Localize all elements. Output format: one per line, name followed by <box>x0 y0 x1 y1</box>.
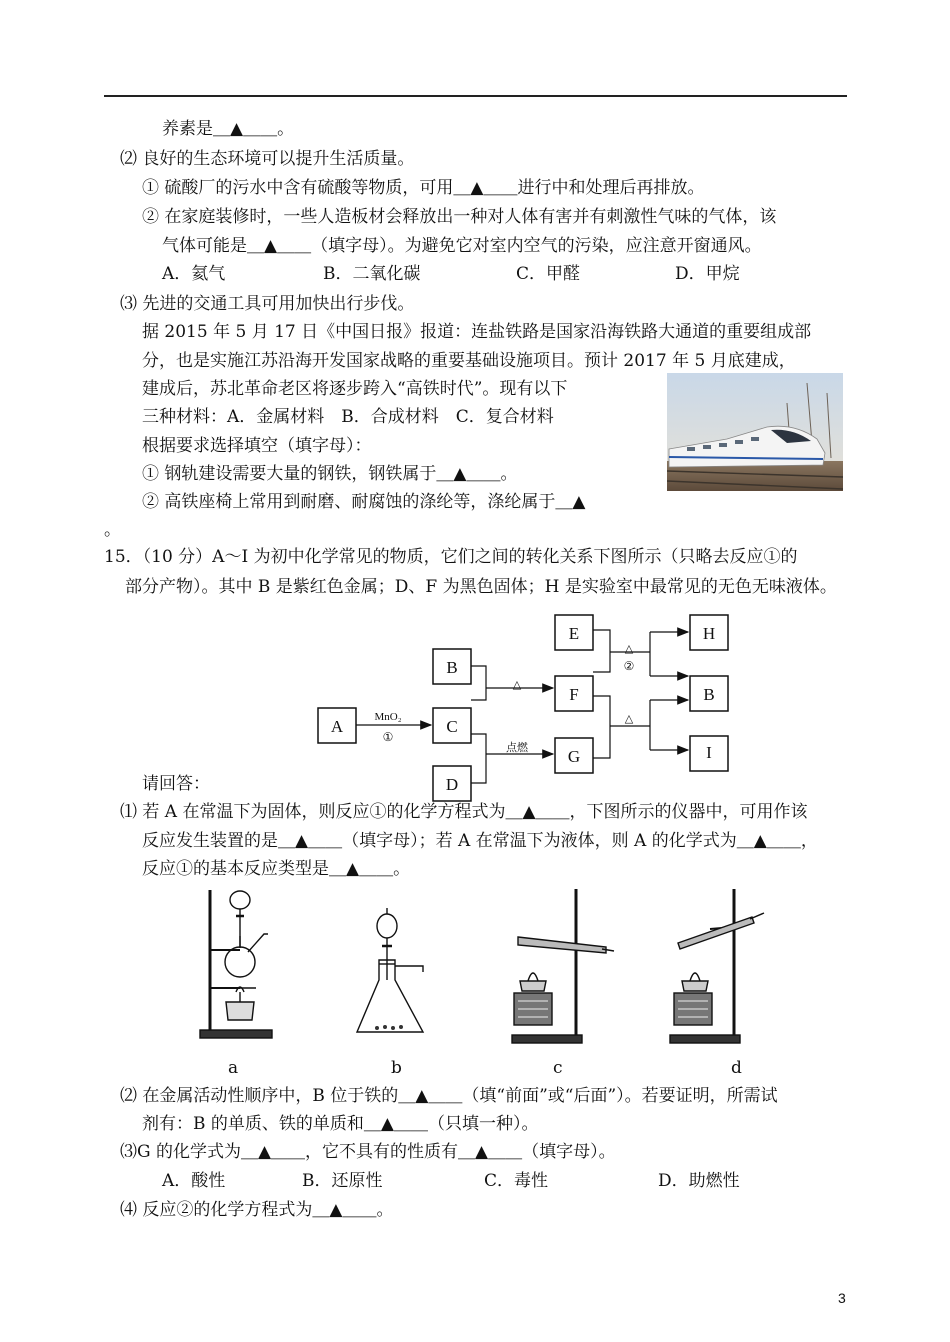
text-line: 气体可能是＿▲＿＿（填字母）。为避免它对室内空气的污染，应注意开窗通风。 <box>162 236 762 256</box>
text-line: ① 钢轨建设需要大量的钢铁，钢铁属于＿▲＿＿。 <box>142 464 518 484</box>
apparatus-d <box>664 885 774 1045</box>
option: D．助燃性 <box>658 1171 740 1191</box>
option: C．毒性 <box>484 1171 549 1191</box>
heat-symbol: △ <box>512 679 522 691</box>
label-B: B <box>446 658 458 677</box>
option: C．甲醛 <box>516 264 581 284</box>
text-line: 反应发生装置的是＿▲＿＿（填字母）；若 A 在常温下为液体，则 A 的化学式为＿▲＿＿， <box>142 831 818 851</box>
text-line: ② 在家庭装修时，一些人造板材会释放出一种对人体有害并有刺激性气味的气体，该 <box>142 207 777 227</box>
label-E: E <box>568 624 580 643</box>
text-line: 请回答： <box>142 774 210 794</box>
page-number: 3 <box>838 1290 846 1306</box>
option: B．还原性 <box>302 1171 383 1191</box>
apparatus-label: b <box>391 1058 402 1078</box>
apparatus-label: c <box>553 1058 563 1078</box>
label-A: A <box>330 717 344 736</box>
text-line: 反应①的基本反应类型是＿▲＿＿。 <box>142 859 411 879</box>
label-B2: B <box>703 685 715 704</box>
apparatus-a <box>196 880 276 1040</box>
reaction-2-label: ② <box>623 659 635 673</box>
apparatus-b <box>355 900 435 1040</box>
apparatus-c <box>506 885 616 1045</box>
text-line: ② 高铁座椅上常用到耐磨、耐腐蚀的涤纶等，涤纶属于＿▲ <box>142 492 586 512</box>
text-line: ⑶ 先进的交通工具可用加快出行步伐。 <box>120 294 415 314</box>
text-line: 根据要求选择填空（填字母）： <box>142 436 372 456</box>
question-15: 15．（10 分）A～I 为初中化学常见的物质，它们之间的转化关系下图所示（只略去反应①的 <box>104 547 798 567</box>
heat-symbol: △ <box>624 643 634 655</box>
text-line: ⑶G 的化学式为＿▲＿＿，它不具有的性质有＿▲＿＿（填字母）。 <box>120 1142 616 1162</box>
label-F: F <box>569 685 579 704</box>
text-line: ⑷ 反应②的化学方程式为＿▲＿＿。 <box>120 1200 394 1220</box>
option: B．二氧化碳 <box>323 264 421 284</box>
label-D: D <box>445 775 459 794</box>
apparatus-label: a <box>228 1058 239 1078</box>
label-I: I <box>706 743 712 762</box>
text-line: 据 2015 年 5 月 17 日《中国日报》报道：连盐铁路是国家沿海铁路大通道的重要组成部 <box>142 322 812 342</box>
reaction-diagram <box>310 608 760 804</box>
option: A．氦气 <box>162 264 226 284</box>
header-rule <box>104 95 847 97</box>
text-line: 建成后，苏北革命老区将逐步跨入“高铁时代”。现有以下 <box>142 379 568 399</box>
text-line: ⑵ 良好的生态环境可以提升生活质量。 <box>120 149 415 169</box>
label-C: C <box>446 717 458 736</box>
apparatus-label: d <box>731 1058 742 1078</box>
option: A．酸性 <box>162 1171 226 1191</box>
ignite-label: 点燃 <box>506 742 528 754</box>
heat-symbol: △ <box>624 713 634 725</box>
option: D．甲烷 <box>675 264 740 284</box>
text-line: 养素是＿▲＿＿。 <box>162 119 295 139</box>
text-line: ⑵ 在金属活动性顺序中，B 位于铁的＿▲＿＿（填“前面”或“后面”）。若要证明，所需试 <box>120 1086 778 1106</box>
label-H: H <box>702 624 716 643</box>
text-line: 剂有：B 的单质、铁的单质和＿▲＿＿（只填一种）。 <box>142 1114 539 1134</box>
text-line: 部分产物）。其中 B 是紫红色金属；D、F 为黑色固体；H 是实验室中最常见的无色无味液体。 <box>125 577 837 597</box>
reaction-1-label: ① <box>382 730 394 744</box>
text-line: 三种材料：A．金属材料 B．合成材料 C．复合材料 <box>142 407 554 427</box>
label-G: G <box>567 747 581 766</box>
catalyst-label: MnO₂ <box>374 711 402 723</box>
text-line: 分，也是实施江苏沿海开发国家战略的重要基础设施项目。预计 2017 年 5 月底建成， <box>142 351 796 371</box>
text-line: ⑴ 若 A 在常温下为固体，则反应①的化学方程式为＿▲＿＿，下图所示的仪器中，可用作该 <box>120 802 808 822</box>
train-photo <box>667 373 843 491</box>
text-line: 。 <box>104 520 121 540</box>
text-line: ① 硫酸厂的污水中含有硫酸等物质，可用＿▲＿＿进行中和处理后再排放。 <box>142 178 705 198</box>
